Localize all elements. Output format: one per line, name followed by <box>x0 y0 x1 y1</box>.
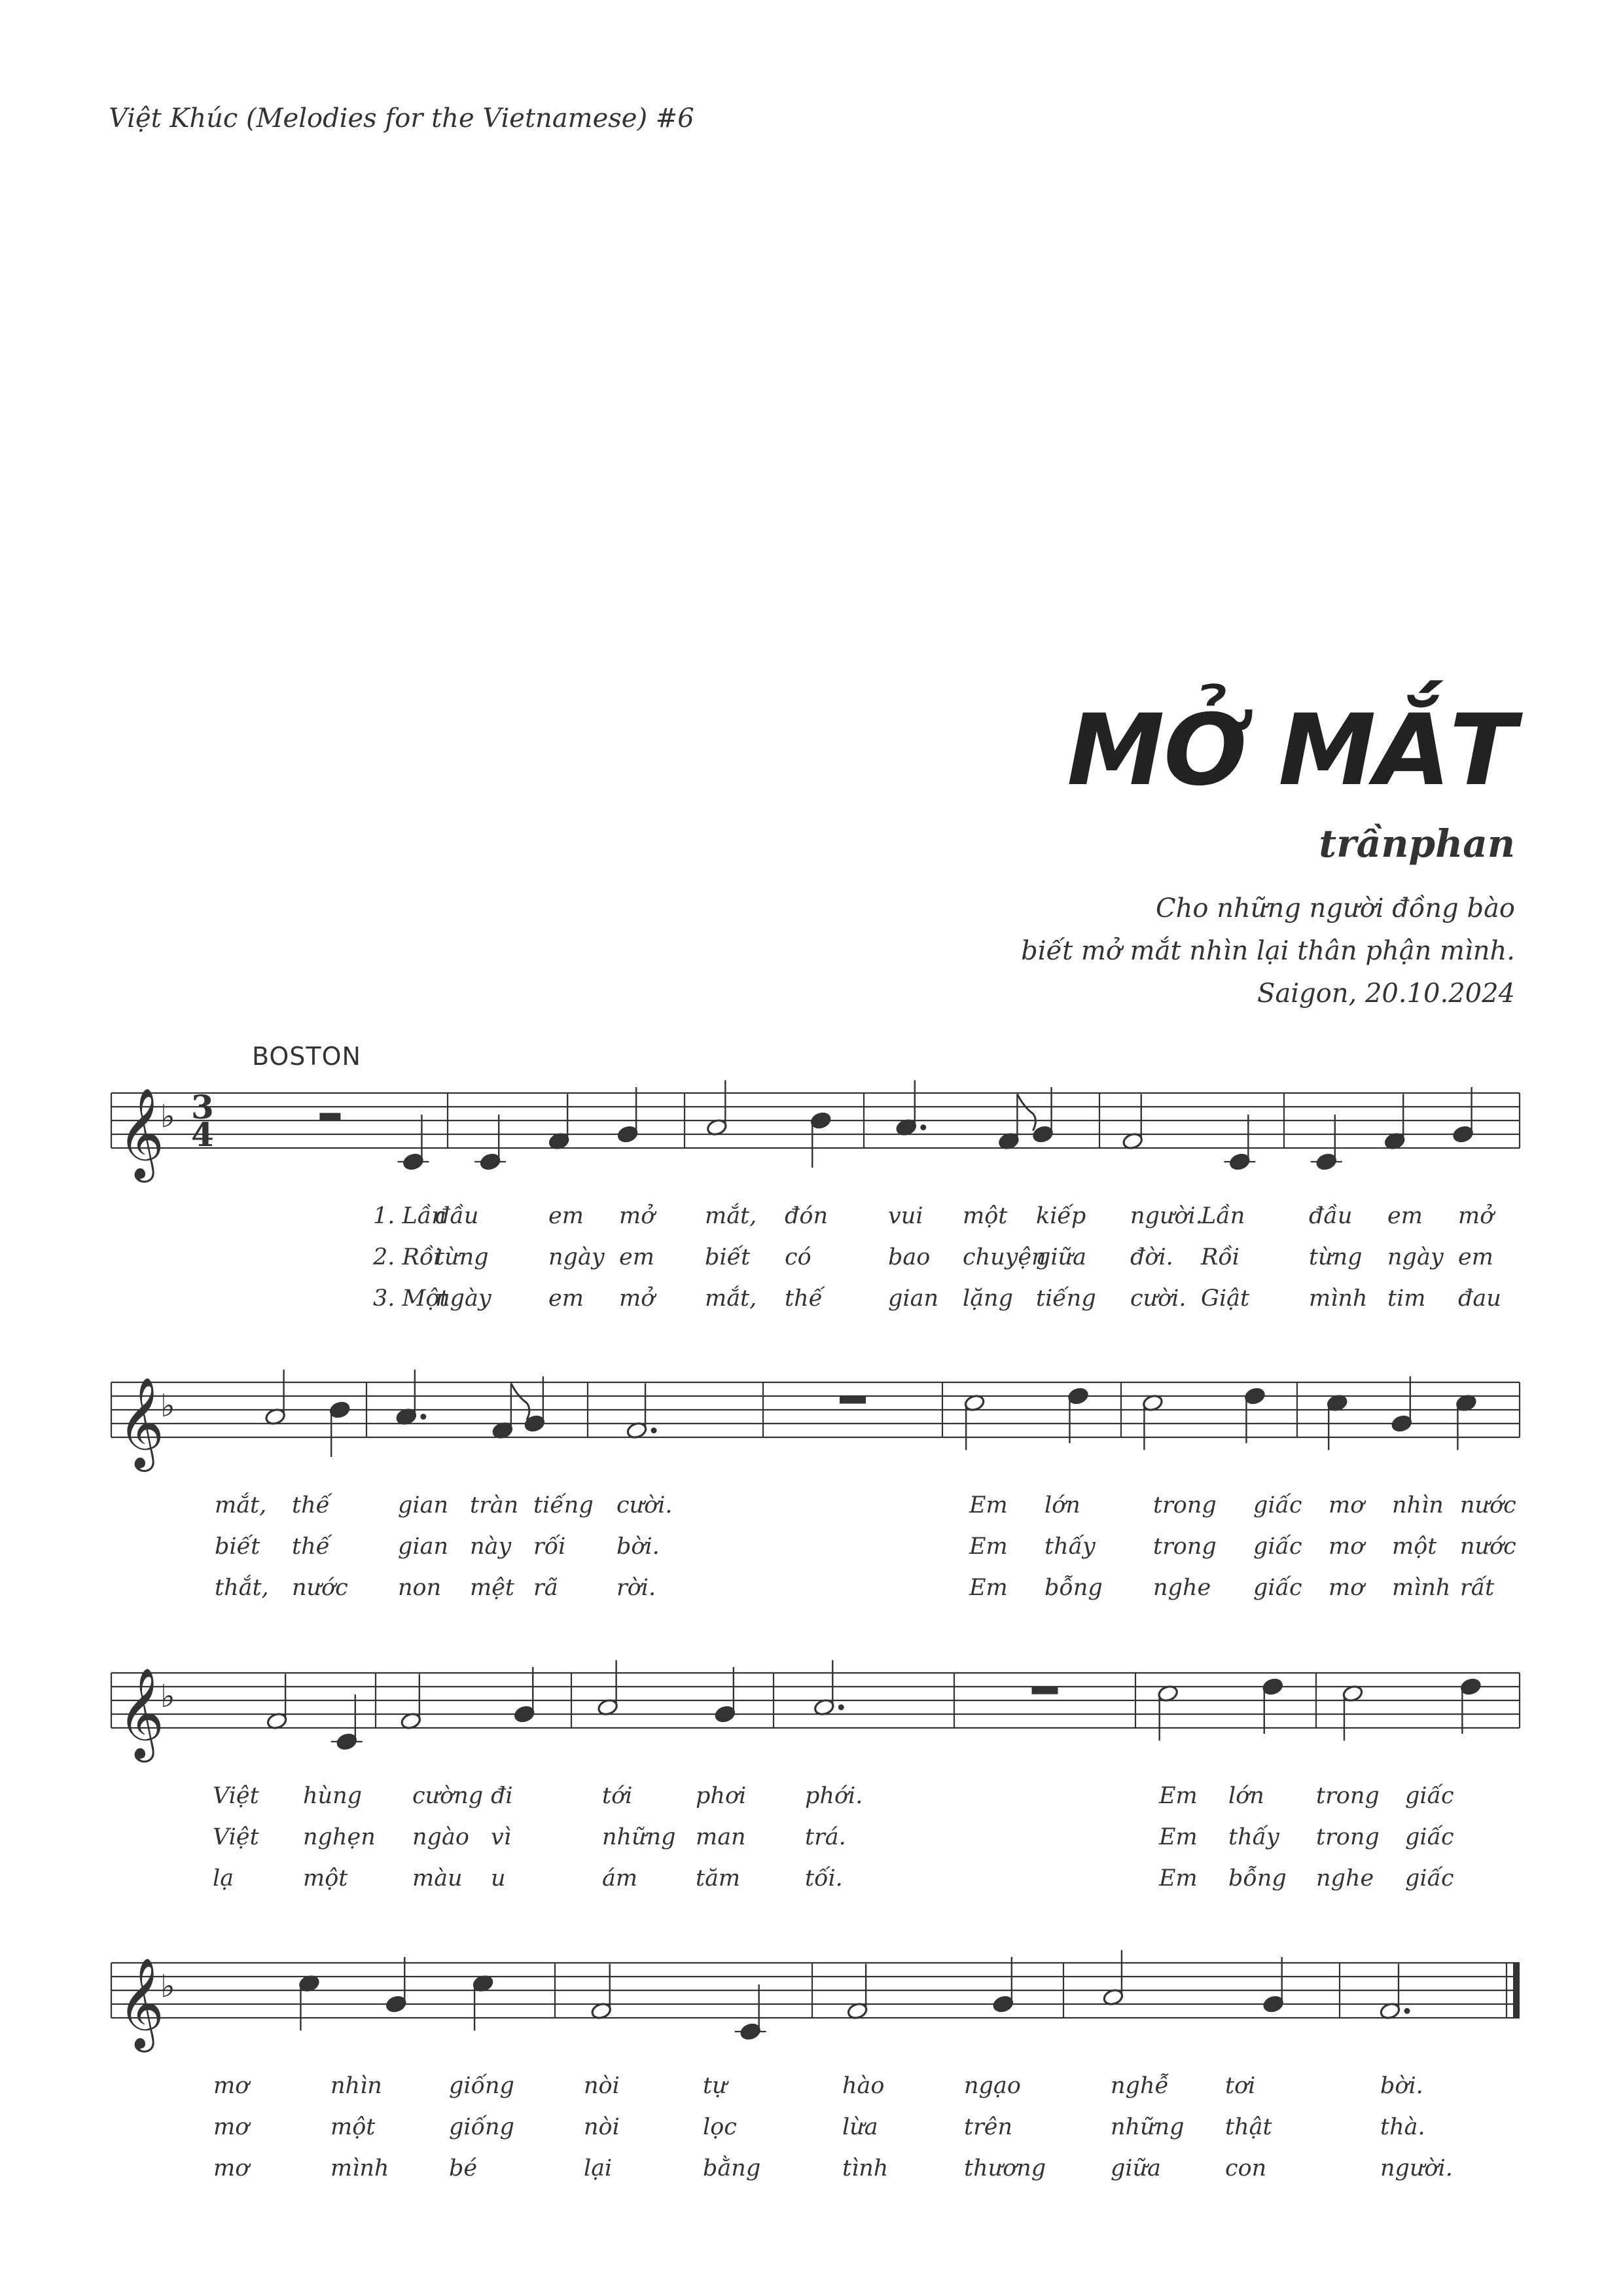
lyric-syllable: mắt, <box>705 1203 757 1229</box>
notehead <box>402 1153 424 1171</box>
lyric-syllable: trá. <box>805 1824 846 1850</box>
notehead <box>1244 1387 1266 1405</box>
lyric-syllable: Rồi <box>1201 1244 1240 1270</box>
lyric-line <box>215 1492 1516 1518</box>
lyric-syllable: thà. <box>1380 2114 1425 2140</box>
lyric-syllable: trong <box>1153 1492 1217 1518</box>
lyric-line <box>213 1865 1454 1892</box>
lyric-syllable: man <box>696 1824 746 1850</box>
note <box>1460 1677 1482 1734</box>
whole-rest-icon <box>1032 1687 1058 1695</box>
lyric-syllable: một <box>303 1865 348 1892</box>
lyric-syllable: người. <box>1380 2155 1453 2181</box>
lyric-syllable: tình <box>842 2155 889 2181</box>
lyric-syllable: một <box>963 1203 1008 1229</box>
lyric-syllable: nòi <box>584 2073 620 2099</box>
note <box>1311 1115 1342 1171</box>
lyric-syllable: vì <box>491 1824 511 1850</box>
note <box>617 1087 639 1143</box>
lyric-syllable: trong <box>1153 1534 1217 1560</box>
note <box>735 1984 766 2041</box>
treble-clef-icon: 𝄞 <box>118 1377 164 1468</box>
lyric-syllable: một <box>330 2114 376 2140</box>
lyric-syllable: tự <box>703 2073 727 2099</box>
note <box>395 1370 426 1426</box>
lyric-syllable: lặng <box>963 1285 1014 1312</box>
notehead <box>740 2022 761 2041</box>
augmentation-dot <box>420 1414 426 1420</box>
lyric-line <box>215 1574 1495 1601</box>
lyric-syllable: ngào <box>412 1824 469 1850</box>
note <box>597 1660 618 1717</box>
lyric-syllable: thế <box>785 1285 823 1312</box>
lyric-line <box>373 1285 1501 1312</box>
lyric-syllable: tràn <box>470 1492 519 1518</box>
lyric-syllable: giấc <box>1253 1492 1302 1518</box>
notehead <box>329 1401 351 1419</box>
lyric-syllable: nòi <box>584 2114 620 2140</box>
lyric-syllable: những <box>1111 2114 1185 2140</box>
note <box>266 1674 288 1731</box>
lyric-syllable: mơ <box>213 2155 249 2181</box>
note <box>810 1111 832 1168</box>
lyric-syllable: từng <box>435 1244 489 1270</box>
lyric-syllable: nước <box>1460 1534 1516 1560</box>
note <box>1067 1387 1089 1443</box>
lyric-syllable: gian <box>398 1534 449 1560</box>
lyric-syllable: những <box>602 1824 676 1850</box>
notehead <box>514 1705 535 1723</box>
lyric-syllable: thế <box>292 1492 330 1518</box>
lyric-syllable: mở <box>619 1285 655 1312</box>
notehead <box>1452 1125 1474 1143</box>
lyric-syllable: nghe <box>1153 1575 1211 1601</box>
lyric-syllable: mình <box>330 2155 389 2181</box>
lyric-syllable: đời. <box>1130 1244 1173 1270</box>
lyric-syllable: em <box>1458 1244 1493 1270</box>
notehead <box>1067 1387 1089 1405</box>
note <box>813 1660 844 1717</box>
augmentation-dot <box>920 1124 926 1130</box>
note <box>1452 1087 1474 1143</box>
note <box>474 1115 506 1171</box>
lyric-syllable: lớn <box>1044 1492 1080 1518</box>
lyric-syllable: có <box>785 1244 812 1270</box>
augmentation-dot <box>651 1427 657 1433</box>
lyric-syllable: cường <box>412 1783 484 1809</box>
lyric-syllable: mở <box>619 1203 655 1229</box>
lyric-syllable: giữa <box>1111 2155 1162 2181</box>
note <box>1102 1950 1124 2007</box>
staff-system <box>111 1370 1520 1602</box>
lyric-syllable: mệt <box>470 1575 514 1601</box>
lyric-syllable: màu <box>412 1865 463 1892</box>
note <box>626 1384 656 1440</box>
lyric-syllable: thế <box>292 1534 330 1560</box>
lyric-syllable: gian <box>888 1285 939 1312</box>
lyric-syllable: thật <box>1225 2114 1272 2140</box>
treble-clef-icon: 𝄞 <box>118 1088 164 1179</box>
lyric-syllable: đầu <box>1309 1203 1353 1229</box>
note <box>964 1393 986 1450</box>
staff-system <box>111 1950 1520 2182</box>
note <box>298 1974 320 2030</box>
note <box>1142 1393 1164 1450</box>
lyric-line <box>372 1244 1493 1270</box>
dedication-line: biết mở mắt nhìn lại thân phận mình. <box>1021 936 1515 966</box>
treble-clef-icon: 𝄞 <box>118 1958 164 2049</box>
lyric-syllable: rất <box>1460 1575 1495 1601</box>
note <box>1244 1387 1266 1443</box>
lyric-syllable: mở <box>1458 1203 1494 1229</box>
lyric-syllable: con <box>1225 2155 1267 2181</box>
lyric-syllable: biết <box>705 1244 751 1270</box>
notehead <box>617 1125 639 1143</box>
lyric-syllable: em <box>619 1244 654 1270</box>
lyric-syllable: Em <box>969 1534 1008 1560</box>
lyric-syllable: giống <box>449 2073 514 2099</box>
lyric-syllable: tăm <box>696 1865 741 1892</box>
flag <box>511 1384 529 1420</box>
lyric-syllable: lọc <box>703 2114 737 2140</box>
lyric-syllable: vui <box>888 1203 923 1229</box>
lyric-syllable: này <box>470 1534 512 1560</box>
series-title: Việt Khúc (Melodies for the Vietnamese) #6 <box>109 103 694 134</box>
treble-clef-icon: 𝄞 <box>118 1668 164 1759</box>
lyric-syllable: giấc <box>1253 1575 1302 1601</box>
lyric-syllable: nước <box>292 1575 348 1601</box>
lyric-syllable: bỗng <box>1044 1575 1103 1601</box>
lyric-syllable: phới. <box>805 1783 863 1809</box>
lyric-syllable: giống <box>449 2114 514 2140</box>
lyric-syllable: nghe <box>1316 1865 1374 1892</box>
note <box>1262 1677 1283 1734</box>
key-signature-flat-icon: ♭ <box>160 1968 175 2005</box>
lyric-syllable: bằng <box>703 2155 761 2181</box>
lyric-syllable: bỗng <box>1228 1865 1287 1892</box>
lyric-syllable: đón <box>785 1203 829 1229</box>
note <box>331 1695 363 1751</box>
lyric-syllable: 1. Lần <box>373 1203 446 1229</box>
lyric-syllable: bời. <box>1380 2073 1423 2099</box>
lyric-line <box>215 1534 1516 1560</box>
lyric-syllable: ngày <box>435 1285 491 1312</box>
lyric-syllable: chuyện <box>963 1244 1046 1270</box>
note <box>998 1094 1036 1151</box>
lyric-syllable: bao <box>888 1244 931 1270</box>
note <box>548 1094 570 1151</box>
note <box>1262 1957 1284 2013</box>
note <box>847 1964 868 2020</box>
lyric-syllable: tiếng <box>533 1492 594 1518</box>
lyric-syllable: thắt, <box>215 1575 269 1601</box>
time-signature <box>191 1088 214 1154</box>
note <box>397 1115 429 1171</box>
half-rest-icon <box>319 1113 340 1121</box>
style-marking: BOSTON <box>252 1042 361 1071</box>
lyric-syllable: tơi <box>1225 2073 1256 2099</box>
note <box>895 1081 926 1137</box>
note <box>1032 1087 1054 1143</box>
notehead <box>714 1705 736 1723</box>
note <box>385 1957 407 2013</box>
lyric-syllable: giấc <box>1405 1824 1454 1850</box>
notehead <box>1262 1995 1284 2013</box>
dedication-date: Saigon, 20.10.2024 <box>1257 978 1515 1009</box>
note <box>264 1370 286 1426</box>
lyric-syllable: mắt, <box>215 1492 267 1518</box>
lyric-syllable: mình <box>1309 1285 1368 1312</box>
notehead <box>1460 1677 1482 1696</box>
augmentation-dot <box>1404 2008 1410 2014</box>
notehead <box>810 1111 832 1130</box>
lyric-syllable: lừa <box>842 2114 878 2140</box>
time-signature-numerator: 3 <box>191 1088 214 1126</box>
lyric-syllable: rối <box>533 1534 566 1560</box>
lyric-syllable: bời. <box>616 1534 660 1560</box>
lyric-syllable: Lần <box>1201 1203 1245 1229</box>
lyric-syllable: rời. <box>616 1575 656 1601</box>
lyric-syllable: nghẹn <box>303 1824 376 1850</box>
lyric-syllable: ngày <box>1387 1244 1444 1270</box>
lyric-syllable: từng <box>1309 1244 1363 1270</box>
lyric-syllable: 3. Một <box>373 1285 449 1312</box>
note <box>473 1974 494 2030</box>
lyric-syllable: tới <box>602 1783 633 1809</box>
notehead <box>1229 1153 1251 1171</box>
lyric-syllable: thương <box>964 2155 1046 2181</box>
lyric-syllable: tối. <box>805 1865 843 1892</box>
note <box>329 1401 351 1457</box>
note <box>1122 1094 1143 1151</box>
lyric-syllable: nhìn <box>1392 1492 1444 1518</box>
lyric-syllable: phơi <box>696 1783 747 1809</box>
lyric-syllable: trong <box>1316 1824 1380 1850</box>
lyric-syllable: giấc <box>1405 1865 1454 1892</box>
notehead <box>1262 1677 1283 1696</box>
lyric-syllable: kiếp <box>1036 1203 1086 1229</box>
lyric-syllable: nghễ <box>1111 2073 1169 2099</box>
lyric-syllable: tim <box>1387 1285 1426 1312</box>
lyric-syllable: Em <box>969 1492 1008 1518</box>
notehead <box>480 1153 501 1171</box>
lyric-syllable: mơ <box>1329 1575 1364 1601</box>
lyric-syllable: em <box>1387 1203 1423 1229</box>
note <box>1342 1684 1363 1740</box>
lyric-syllable: lớn <box>1228 1783 1264 1809</box>
lyric-syllable: rã <box>533 1575 558 1601</box>
lyric-syllable: trong <box>1316 1783 1380 1809</box>
lyric-syllable: thấy <box>1228 1824 1279 1850</box>
lyric-syllable: đi <box>491 1783 513 1809</box>
lyric-syllable: mơ <box>1329 1534 1364 1560</box>
augmentation-dot <box>838 1704 844 1710</box>
note <box>400 1674 421 1731</box>
composer-signature: trầnphan <box>1319 821 1515 866</box>
notehead <box>336 1732 357 1751</box>
note <box>1391 1376 1412 1433</box>
lyric-syllable: nhìn <box>330 2073 382 2099</box>
lyric-syllable: 2. Rồi <box>373 1244 441 1270</box>
lyric-syllable: ngạo <box>964 2073 1021 2099</box>
lyric-syllable: Việt <box>213 1783 259 1809</box>
notehead <box>1032 1125 1054 1143</box>
lyric-syllable: mắt, <box>705 1285 757 1312</box>
lyric-syllable: thấy <box>1044 1534 1096 1560</box>
lyric-syllable: người. <box>1130 1203 1203 1229</box>
lyric-syllable: Em <box>1159 1824 1198 1850</box>
note <box>1224 1115 1255 1171</box>
note <box>706 1081 728 1137</box>
lyric-syllable: nước <box>1460 1492 1516 1518</box>
notehead <box>1391 1414 1412 1433</box>
lyric-syllable: đau <box>1458 1285 1501 1312</box>
lyric-line <box>213 1824 1454 1850</box>
lyric-line <box>213 2114 1425 2140</box>
lyric-syllable: hào <box>842 2073 885 2099</box>
note <box>714 1667 736 1723</box>
lyric-syllable: biết <box>215 1534 260 1560</box>
lyric-syllable: Giật <box>1201 1285 1250 1312</box>
key-signature-flat-icon: ♭ <box>160 1098 175 1135</box>
lyric-syllable: u <box>491 1865 506 1892</box>
lyric-syllable: non <box>398 1575 442 1601</box>
key-signature-flat-icon: ♭ <box>160 1678 175 1715</box>
staff-system <box>111 1081 1520 1312</box>
lyric-syllable: cười. <box>616 1492 673 1518</box>
lyric-syllable: tiếng <box>1036 1285 1096 1312</box>
lyric-syllable: giấc <box>1253 1534 1302 1560</box>
lyric-syllable: gian <box>398 1492 449 1518</box>
note <box>514 1667 535 1723</box>
lyric-syllable: Em <box>1159 1865 1198 1892</box>
lyric-line <box>213 2073 1423 2099</box>
notehead <box>992 1995 1014 2013</box>
flag <box>1017 1094 1035 1131</box>
lyric-syllable: hùng <box>303 1783 363 1809</box>
lyric-syllable: bé <box>449 2155 478 2181</box>
lyric-syllable: mình <box>1392 1575 1451 1601</box>
lyric-line <box>373 1202 1495 1229</box>
lyric-syllable: Em <box>969 1575 1008 1601</box>
notehead <box>385 1995 407 2013</box>
lyric-syllable: lại <box>584 2155 613 2181</box>
note <box>1384 1094 1406 1151</box>
song-title: MỞ MẮT <box>1067 694 1515 808</box>
lyric-syllable: giấc <box>1405 1783 1454 1809</box>
note <box>992 1957 1014 2013</box>
whole-rest-icon <box>840 1396 866 1404</box>
staff-system <box>111 1660 1520 1892</box>
note <box>1455 1393 1477 1450</box>
lyric-syllable: em <box>548 1203 584 1229</box>
note <box>1327 1393 1348 1450</box>
lyric-syllable: ám <box>602 1865 638 1892</box>
final-barline-thick <box>1513 1963 1520 2018</box>
note <box>1379 1964 1410 2020</box>
notehead <box>1315 1153 1337 1171</box>
lyric-syllable: mơ <box>213 2114 249 2140</box>
note <box>491 1384 529 1440</box>
lyric-syllable: một <box>1392 1534 1437 1560</box>
dedication-line: Cho những người đồng bào <box>1156 893 1515 924</box>
lyric-syllable: ngày <box>548 1244 605 1270</box>
lyric-syllable: Việt <box>213 1824 259 1850</box>
lyric-syllable: đầu <box>435 1203 479 1229</box>
note <box>1157 1684 1179 1740</box>
lyric-syllable: lạ <box>213 1865 234 1892</box>
lyric-syllable: trên <box>964 2114 1013 2140</box>
time-signature-denominator: 4 <box>191 1115 214 1154</box>
lyric-syllable: Em <box>1159 1783 1198 1809</box>
key-signature-flat-icon: ♭ <box>160 1388 175 1424</box>
lyric-syllable: giữa <box>1036 1244 1087 1270</box>
lyric-syllable: mơ <box>1329 1492 1364 1518</box>
lyric-syllable: em <box>548 1285 584 1312</box>
lyric-syllable: cười. <box>1130 1285 1186 1312</box>
lyric-line <box>213 1783 1454 1809</box>
lyric-line <box>213 2155 1453 2181</box>
lyric-syllable: mơ <box>213 2073 249 2099</box>
note <box>590 1964 612 2020</box>
